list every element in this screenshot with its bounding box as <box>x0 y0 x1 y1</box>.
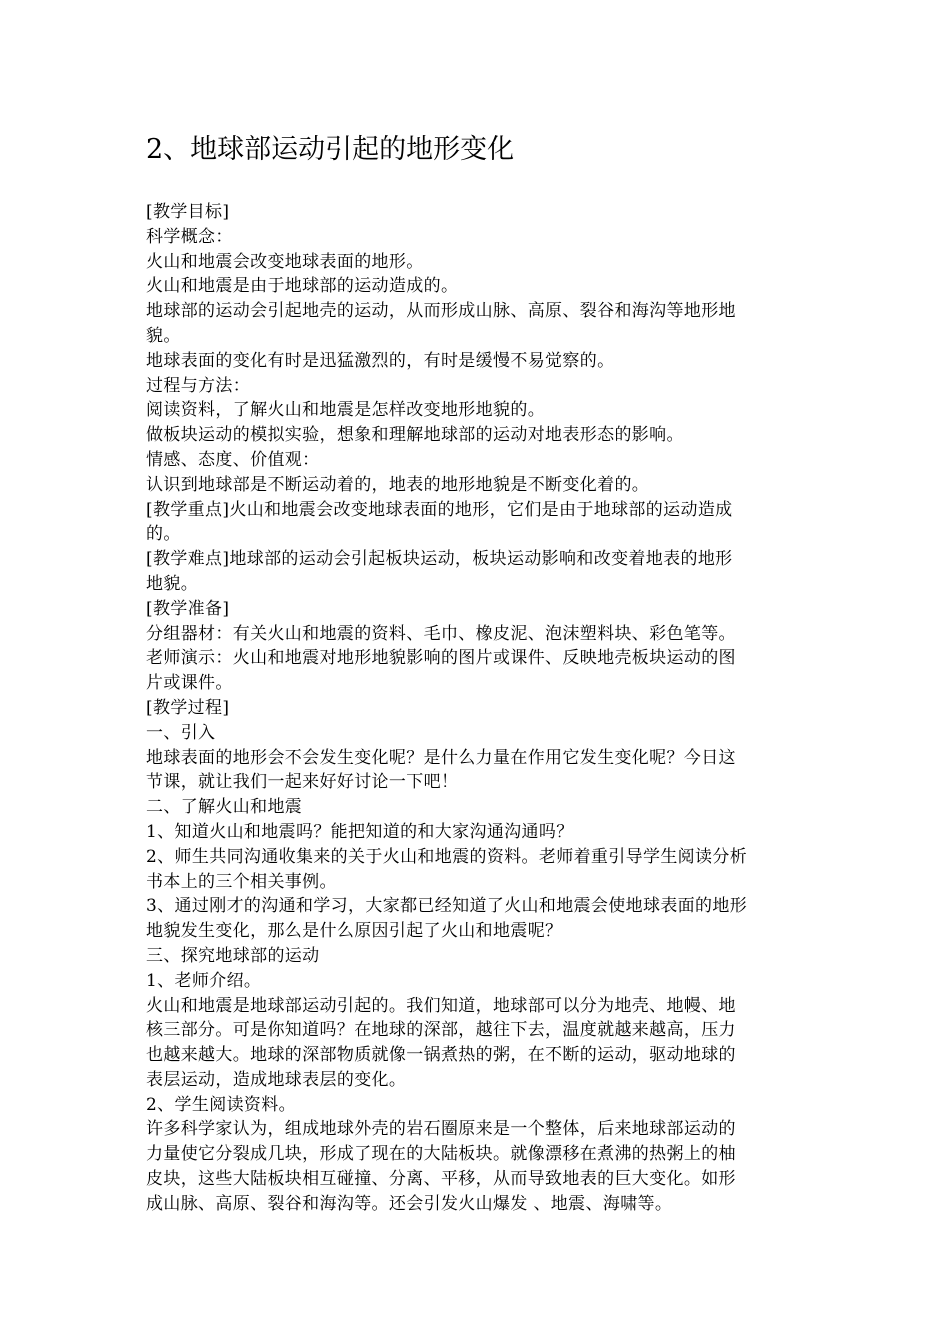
text-line: 片或课件。 <box>146 673 233 694</box>
text-line: 力量使它分裂成几块，形成了现在的大陆板块。就像漂移在煮沸的热粥上的柚 <box>146 1144 736 1165</box>
text-line: 的。 <box>146 524 181 545</box>
text-line: 地貌发生变化，那么是什么原因引起了火山和地震呢？ <box>146 921 563 942</box>
text-line: 皮块，这些大陆板块相互碰撞、分离、平移，从而导致地表的巨大变化。如形 <box>146 1169 736 1190</box>
document-title: 2、地球部运动引起的地形变化 <box>146 134 515 165</box>
text-line: 貌。 <box>146 325 181 346</box>
text-line: 情感、态度、价值观： <box>146 449 320 470</box>
text-line: 二、了解火山和地震 <box>146 797 303 818</box>
text-line: 也越来越大。地球的深部物质就像一锅煮热的粥，在不断的运动，驱动地球的 <box>146 1045 736 1066</box>
text-line: 成山脉、高原、裂谷和海沟等。还会引发火山爆发 、地震、海啸等。 <box>146 1193 673 1214</box>
text-line: 书本上的三个相关事例。 <box>146 871 337 892</box>
text-line: 地貌。 <box>146 573 199 594</box>
text-line: [教学过程] <box>146 697 230 718</box>
text-line: [教学重点]火山和地震会改变地球表面的地形，它们是由于地球部的运动造成 <box>146 499 733 520</box>
text-line: 认识到地球部是不断运动着的，地表的地形地貌是不断变化着的。 <box>146 474 650 495</box>
text-line: 三、探究地球部的运动 <box>146 945 320 966</box>
text-line: 老师演示：火山和地震对地形地貌影响的图片或课件、反映地壳板块运动的图 <box>146 648 736 669</box>
text-line: 1、知道火山和地震吗？能把知道的和大家沟通沟通吗？ <box>146 821 574 842</box>
text-line: 科学概念： <box>146 226 233 247</box>
document-body <box>146 200 818 1217</box>
text-line: [教学目标] <box>146 202 230 222</box>
text-line: 火山和地震是地球部运动引起的。我们知道，地球部可以分为地壳、地幔、地 <box>146 995 736 1016</box>
text-line: 2、师生共同沟通收集来的关于火山和地震的资料。老师着重引导学生阅读分析 <box>146 846 748 867</box>
text-line: [教学难点]地球部的运动会引起板块运动，板块运动影响和改变着地表的地形 <box>146 549 733 570</box>
text-line: 地球表面的变化有时是迅猛激烈的，有时是缓慢不易觉察的。 <box>146 350 615 371</box>
text-line: [教学准备] <box>146 598 230 619</box>
text-line: 表层运动，造成地球表层的变化。 <box>146 1069 407 1090</box>
text-line: 3、通过刚才的沟通和学习，大家都已经知道了火山和地震会使地球表面的地形 <box>146 896 748 917</box>
text-line: 火山和地震是由于地球部的运动造成的。 <box>146 276 459 297</box>
text-line: 许多科学家认为，组成地球外壳的岩石圈原来是一个整体，后来地球部运动的 <box>146 1119 736 1140</box>
text-line: 分组器材：有关火山和地震的资料、毛巾、橡皮泥、泡沫塑料块、彩色笔等。 <box>146 623 736 644</box>
text-line: 阅读资料，了解火山和地震是怎样改变地形地貌的。 <box>146 400 546 421</box>
text-line: 地球表面的地形会不会发生变化呢？是什么力量在作用它发生变化呢？今日这 <box>146 747 736 768</box>
text-line: 过程与方法： <box>146 375 251 396</box>
text-line: 2、学生阅读资料。 <box>146 1094 296 1115</box>
text-line: 一、引入 <box>146 722 216 743</box>
text-line: 做板块运动的模拟实验，想象和理解地球部的运动对地表形态的影响。 <box>146 425 684 446</box>
text-line: 核三部分。可是你知道吗？在地球的深部，越往下去，温度就越来越高，压力 <box>146 1020 736 1041</box>
text-line: 地球部的运动会引起地壳的运动，从而形成山脉、高原、裂谷和海沟等地形地 <box>146 301 736 322</box>
text-line: 节课，就让我们一起来好好讨论一下吧！ <box>146 772 459 793</box>
text-line: 火山和地震会改变地球表面的地形。 <box>146 251 424 272</box>
text-line: 1、老师介绍。 <box>146 970 262 991</box>
